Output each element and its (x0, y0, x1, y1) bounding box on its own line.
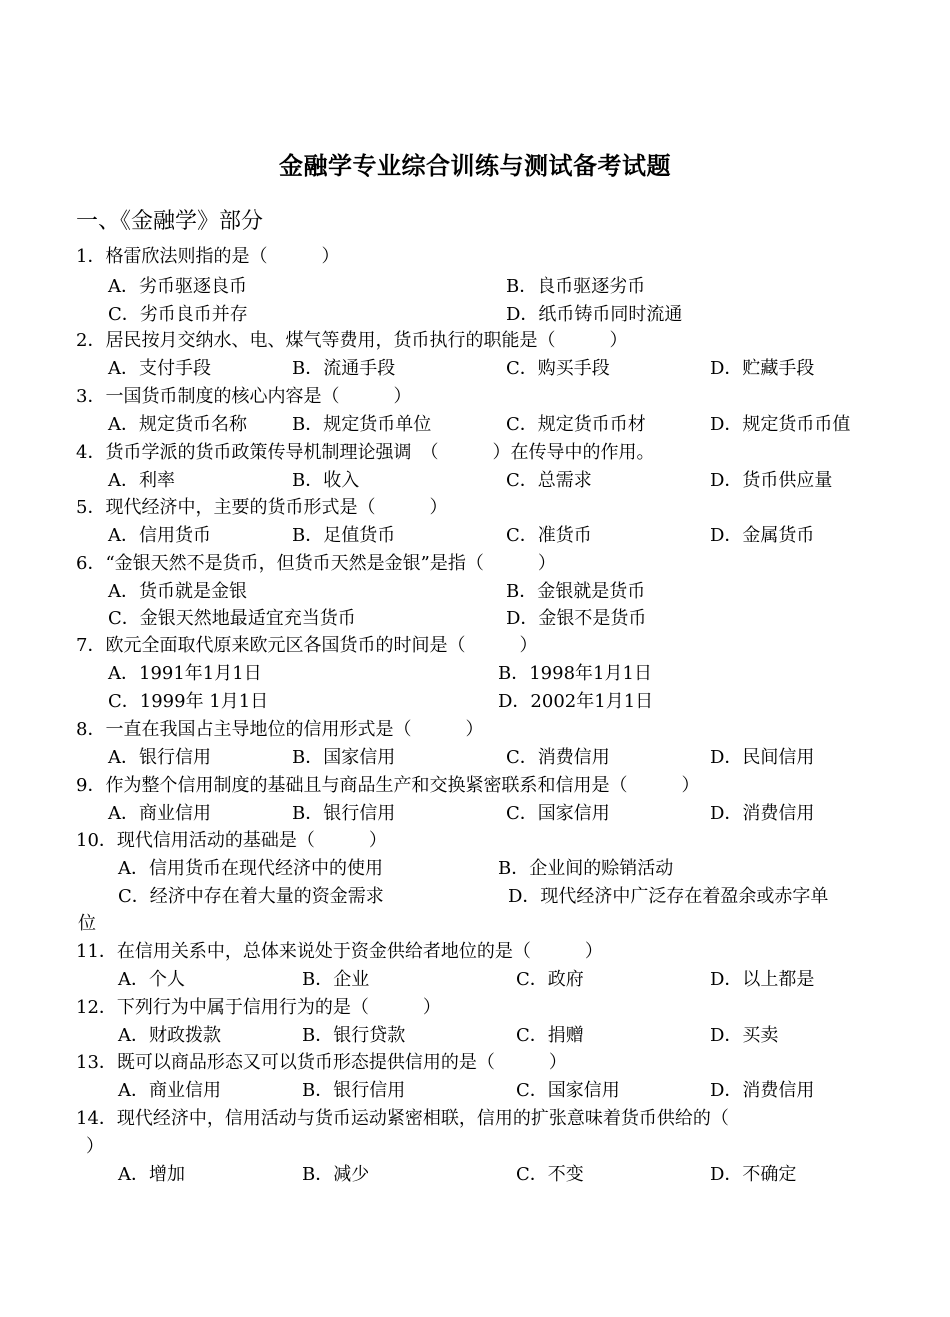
answer-option: D．贮藏手段 (710, 358, 815, 379)
answer-option: D．民间信用 (710, 747, 815, 768)
answer-option: D．金银不是货币 (506, 608, 647, 629)
answer-option: D．以上都是 (710, 969, 815, 990)
answer-option: A．商业信用 (108, 803, 211, 824)
answer-option: ） (86, 1136, 104, 1157)
question-stem: 5．现代经济中，主要的货币形式是（ ） (76, 497, 448, 518)
answer-option: C．捐赠 (516, 1025, 584, 1046)
answer-option: D．货币供应量 (710, 470, 833, 491)
answer-option: C．经济中存在着大量的资金需求 (118, 886, 384, 907)
answer-option: C．不变 (516, 1164, 584, 1185)
answer-option: C．国家信用 (516, 1080, 620, 1101)
answer-option: B．银行贷款 (302, 1025, 406, 1046)
answer-option: A．信用货币在现代经济中的使用 (118, 858, 383, 879)
answer-option: A．货币就是金银 (108, 581, 247, 602)
answer-option: C．金银天然地最适宜充当货币 (108, 608, 356, 629)
answer-option: A．个人 (118, 969, 185, 990)
answer-option: B．企业 (302, 969, 370, 990)
answer-option: B．足值货币 (292, 525, 396, 546)
answer-option: B．收入 (292, 470, 360, 491)
answer-option: C．规定货币币材 (506, 414, 646, 435)
question-stem: 3．一国货币制度的核心内容是（ ） (76, 386, 412, 407)
answer-option: D．买卖 (710, 1025, 779, 1046)
answer-option: C．1999年 1月1日 (108, 691, 269, 712)
answer-option: D．现代经济中广泛存在着盈余或赤字单 (508, 886, 829, 907)
question-stem: 14．现代经济中，信用活动与货币运动紧密相联，信用的扩张意味着货币供给的（ (76, 1108, 729, 1129)
answer-option: B．企业间的赊销活动 (498, 858, 674, 879)
answer-option: A．劣币驱逐良币 (108, 276, 247, 297)
answer-option: C．劣币良币并存 (108, 304, 248, 325)
answer-option: B．减少 (302, 1164, 370, 1185)
answer-option: B．金银就是货币 (506, 581, 646, 602)
answer-option: A．规定货币名称 (108, 414, 247, 435)
question-stem: 11．在信用关系中，总体来说处于资金供给者地位的是（ ） (76, 941, 603, 962)
answer-option: B．1998年1月1日 (498, 663, 652, 684)
question-stem: 1．格雷欣法则指的是（ ） (76, 246, 340, 267)
answer-option: B．规定货币单位 (292, 414, 432, 435)
answer-option: C．准货币 (506, 525, 592, 546)
question-stem: 6．“金银天然不是货币，但货币天然是金银”是指（ ） (76, 553, 556, 574)
question-stem: 10．现代信用活动的基础是（ ） (76, 830, 387, 851)
answer-option: D．消费信用 (710, 803, 815, 824)
answer-option: C．国家信用 (506, 803, 610, 824)
answer-option: D．规定货币币值 (710, 414, 851, 435)
answer-option: A．支付手段 (108, 358, 211, 379)
answer-option: B．国家信用 (292, 747, 396, 768)
answer-option: A．利率 (108, 470, 175, 491)
answer-option: D．金属货币 (710, 525, 815, 546)
answer-option: C．消费信用 (506, 747, 610, 768)
answer-option: D．纸币铸币同时流通 (506, 304, 683, 325)
question-stem: 2．居民按月交纳水、电、煤气等费用，货币执行的职能是（ ） (76, 330, 628, 351)
answer-option: B．银行信用 (292, 803, 396, 824)
question-stem: 8．一直在我国占主导地位的信用形式是（ ） (76, 719, 484, 740)
answer-option: A．1991年1月1日 (108, 663, 262, 684)
answer-option: 位 (78, 913, 96, 934)
answer-option: A．财政拨款 (118, 1025, 221, 1046)
answer-option: C．购买手段 (506, 358, 610, 379)
answer-option: A．银行信用 (108, 747, 211, 768)
answer-option: A．增加 (118, 1164, 185, 1185)
answer-option: B．良币驱逐劣币 (506, 276, 646, 297)
question-stem: 13．既可以商品形态又可以货币形态提供信用的是（ ） (76, 1052, 567, 1073)
answer-option: C．政府 (516, 969, 584, 990)
question-stem: 9．作为整个信用制度的基础且与商品生产和交换紧密联系和信用是（ ） (76, 775, 700, 796)
answer-option: A．信用货币 (108, 525, 211, 546)
answer-option: C．总需求 (506, 470, 592, 491)
answer-option: D．不确定 (710, 1164, 797, 1185)
section-heading: 一、《金融学》部分 (76, 209, 264, 234)
answer-option: B．银行信用 (302, 1080, 406, 1101)
document-title: 金融学专业综合训练与测试备考试题 (279, 151, 671, 180)
question-stem: 4．货币学派的货币政策传导机制理论强调 （ ）在传导中的作用。 (76, 442, 655, 463)
answer-option: A．商业信用 (118, 1080, 221, 1101)
question-stem: 12．下列行为中属于信用行为的是（ ） (76, 997, 441, 1018)
question-stem: 7．欧元全面取代原来欧元区各国货币的时间是（ ） (76, 635, 538, 656)
answer-option: D．消费信用 (710, 1080, 815, 1101)
answer-option: D．2002年1月1日 (498, 691, 654, 712)
answer-option: B．流通手段 (292, 358, 396, 379)
